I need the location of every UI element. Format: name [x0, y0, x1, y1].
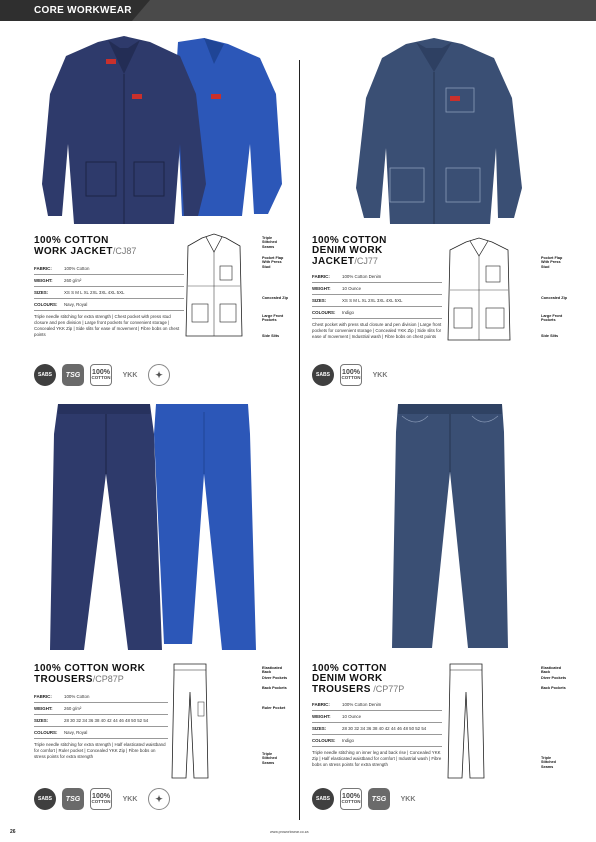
callout: Large Front Pockets — [262, 314, 284, 323]
sabs-badge-icon: SABS — [34, 788, 56, 810]
jacket-tech-drawing — [184, 232, 244, 344]
ykk-badge-icon: YKK — [396, 788, 420, 810]
spec-row: COLOURS: Navy, Royal — [34, 727, 168, 739]
jacket-description: Triple needle stitching for extra strength | Chest pocket with press stud closure and pen division | Large front pockets for convenient storage | Concealed YKK Zip | Side slits for ease of movement | Fibre bobs on chest points — [34, 314, 180, 337]
denim-trousers-specs — [312, 699, 442, 747]
spec-row: COLOURS: Indigo — [312, 307, 442, 319]
spec-row: FABRIC: 100% Cotton Denim — [312, 699, 442, 711]
callout: Side Slits — [262, 334, 280, 338]
trousers-description: Triple needle stitching for extra strength | Half elasticated waistband for comfort | Ruler pocket | Concealed YKK Zip | Fibre bobs on stress points for extra strength — [34, 742, 166, 759]
trousers-code: /CP87P — [92, 674, 124, 684]
trousers-info — [34, 664, 168, 760]
jacket-photo — [28, 34, 288, 224]
callout: Concealed Zip — [262, 296, 288, 300]
callout: Triple Stitched Seams — [262, 752, 277, 765]
denim-jacket-code: /CJ77 — [354, 256, 378, 266]
spec-row: COLOURS: Indigo — [312, 735, 442, 747]
trousers-photo — [44, 404, 270, 654]
callout: Pocket Flap With Press Stud — [262, 256, 284, 269]
tsg-badge-icon: TSG — [62, 364, 84, 386]
spec-row: FABRIC: 100% Cotton Denim — [312, 271, 442, 283]
denim-trousers-description: Triple needle stitching on inner leg and back rise | Concealed YKK Zip | Half elasticated waistband for comfort | Industrial wash | Fibre bobs on stress points for extra strength — [312, 750, 442, 767]
ykk-badge-icon: YKK — [118, 788, 142, 810]
callout: Diver Pockets — [262, 676, 288, 680]
trousers-specs — [34, 691, 168, 739]
cotton-badge-icon: 100% COTTON — [90, 788, 112, 810]
star-badge-icon: ✦ — [148, 364, 170, 386]
denim-jacket-specs — [312, 271, 442, 319]
callout: Ruler Pocket — [262, 706, 286, 710]
spec-row: COLOURS: Navy, Royal — [34, 299, 184, 311]
denim-jacket-badges — [312, 364, 392, 386]
denim-trousers-code: /CP77P — [370, 684, 405, 694]
royal-trousers — [154, 404, 256, 650]
callout: Side Slits — [541, 334, 559, 338]
callout: Triple Stitched Seams — [541, 756, 556, 769]
denim-jacket-title: 100% COTTON DENIM WORK JACKET/CJ77 — [312, 235, 387, 267]
page-header — [0, 0, 596, 21]
callout: Elasticated Back — [541, 666, 562, 675]
spec-row: FABRIC: 100% Cotton — [34, 263, 184, 275]
denim-jacket-description: Chest pocket with press stud closure and pen division | Large front pockets for convenient storage | Concealed YKK Zip | Side slits for ease of movement | Industrial wash | Fibre bobs on chest points — [312, 322, 442, 339]
sabs-badge-icon: SABS — [34, 364, 56, 386]
callout: Elasticated Back — [262, 666, 283, 675]
spec-row: WEIGHT: 10 Ounce — [312, 283, 442, 295]
denim-trousers-title: 100% COTTON DENIM WORK TROUSERS /CP77P — [312, 663, 405, 695]
navy-trousers — [50, 404, 162, 650]
callout: Pocket Flap With Press Stud — [541, 256, 563, 269]
denim-jacket-photo — [350, 38, 546, 228]
page-number: 26 — [10, 829, 16, 835]
denim-trousers-tech-drawing — [446, 662, 486, 782]
spec-row: SIZES: 28 30 32 34 36 38 40 42 44 46 48 50 52 54 — [312, 723, 442, 735]
trousers-tech-drawing — [170, 662, 210, 782]
spec-row: SIZES: XS S M L XL 2XL 3XL 4XL 5XL — [34, 287, 184, 299]
tsg-badge-icon: TSG — [62, 788, 84, 810]
cotton-badge-icon: 100% COTTON — [340, 364, 362, 386]
jacket-badges — [34, 364, 170, 386]
tsg-badge-icon: TSG — [368, 788, 390, 810]
callout: Back Pockets — [262, 686, 287, 690]
column-divider — [299, 60, 300, 820]
spec-row: SIZES: XS S M L XL 2XL 3XL 4XL 5XL — [312, 295, 442, 307]
spec-row: FABRIC: 100% Cotton — [34, 691, 168, 703]
sabs-badge-icon: SABS — [312, 364, 334, 386]
spec-row: WEIGHT: 260 g/m² — [34, 703, 168, 715]
ykk-badge-icon: YKK — [368, 364, 392, 386]
denim-trousers-badges — [312, 788, 420, 810]
cotton-badge-icon: 100% COTTON — [340, 788, 362, 810]
denim-jacket-info — [312, 236, 442, 340]
callout: Back Pockets — [541, 686, 566, 690]
callout: Concealed Zip — [541, 296, 567, 300]
trousers-badges — [34, 788, 170, 810]
jacket-title: 100% COTTON WORK JACKET/CJ87 — [34, 235, 137, 257]
callout: Large Front Pockets — [541, 314, 563, 323]
jacket-specs — [34, 263, 184, 311]
ykk-badge-icon: YKK — [118, 364, 142, 386]
spec-row: WEIGHT: 260 g/m² — [34, 275, 184, 287]
spec-row: SIZES: 28 30 32 34 36 38 40 42 44 46 48 50 52 54 — [34, 715, 168, 727]
header-title: CORE WORKWEAR — [34, 5, 132, 16]
jacket-info — [34, 236, 184, 338]
denim-trousers-photo — [392, 402, 508, 650]
footer-url[interactable]: www.proworkwear.co.za — [270, 830, 309, 834]
denim-trousers-info — [312, 664, 442, 768]
trousers-title: 100% COTTON WORK TROUSERS/CP87P — [34, 663, 146, 685]
cotton-badge-icon: 100% COTTON — [90, 364, 112, 386]
callout: Diver Pockets — [541, 676, 567, 680]
star-badge-icon: ✦ — [148, 788, 170, 810]
callout: Triple Stitched Seams — [262, 236, 277, 249]
denim-jacket-tech-drawing — [444, 236, 514, 348]
spec-row: WEIGHT: 10 Ounce — [312, 711, 442, 723]
jacket-code: /CJ87 — [112, 246, 137, 256]
sabs-badge-icon: SABS — [312, 788, 334, 810]
